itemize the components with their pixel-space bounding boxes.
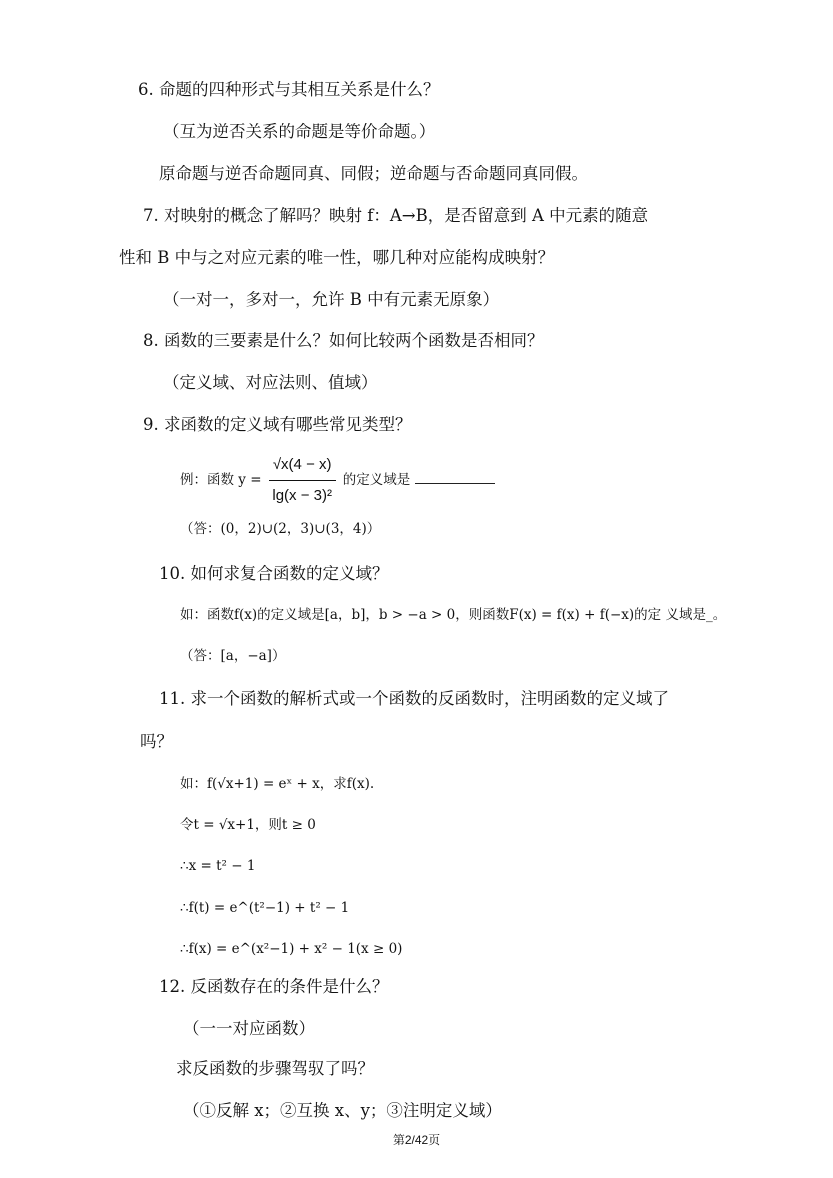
line-12-question: 求反函数的步骤驾驭了吗？ [176, 1059, 374, 1078]
line-12-answer: （①反解 x；②互换 x、y；③注明定义域） [183, 1101, 502, 1120]
example-9-answer: （答：(0，2)∪(2，3)∪(3，4)） [180, 521, 381, 537]
line-8-note: （定义域、对应法则、值域） [163, 373, 378, 392]
example-10-question: 如：函数f(x)的定义域是[a，b]，b > −a > 0，则函数F(x) = f(x) + f(−x)的定 义域是_。 [180, 607, 727, 623]
line-6-note: （互为逆否关系的命题是等价命题。） [163, 122, 436, 141]
answer-blank [415, 469, 495, 484]
example-11-line-3: ∴x = t² − 1 [180, 858, 256, 874]
example-9 [180, 452, 495, 509]
line-12-note: （一一对应函数） [183, 1019, 315, 1038]
line-12: 12. 反函数存在的条件是什么？ [159, 977, 389, 996]
line-11-cont: 吗？ [140, 732, 173, 751]
example-10-answer: （答：[a，−a]） [180, 648, 286, 664]
line-7-note: （一对一，多对一，允许 B 中有元素无原象） [163, 290, 500, 309]
line-9: 9. 求函数的定义域有哪些常见类型？ [143, 415, 412, 434]
example-11-line-5: ∴f(x) = e^(x²−1) + x² − 1(x ≥ 0) [180, 941, 403, 957]
line-10: 10. 如何求复合函数的定义域？ [159, 564, 389, 583]
line-8: 8. 函数的三要素是什么？如何比较两个函数是否相同？ [143, 331, 544, 350]
example-9-denominator: lg(x − 3)² [272, 487, 332, 504]
page-footer: 第2/42页 [392, 1133, 441, 1147]
line-6-detail: 原命题与逆否命题同真、同假；逆命题与否命题同真同假。 [159, 164, 588, 183]
example-11-line-4: ∴f(t) = e^(t²−1) + t² − 1 [180, 900, 350, 916]
example-9-fraction [269, 452, 336, 509]
example-11-line-2: 令t = √x+1，则t ≥ 0 [180, 817, 316, 833]
example-11-line-1: 如：f(√x+1) = eˣ + x，求f(x). [180, 776, 375, 792]
line-6: 6. 命题的四种形式与其相互关系是什么？ [138, 80, 440, 99]
line-11: 11. 求一个函数的解析式或一个函数的反函数时，注明函数的定义域了 [159, 689, 669, 708]
line-7: 7. 对映射的概念了解吗？映射 f：A→B，是否留意到 A 中元素的随意 [143, 206, 649, 225]
line-7-cont: 性和 B 中与之对应元素的唯一性，哪几种对应能构成映射？ [119, 248, 555, 267]
example-9-suffix: 的定义域是 [342, 472, 411, 488]
example-9-prefix: 例：函数 y = [180, 472, 262, 488]
example-9-numerator: √x(4 − x) [269, 452, 336, 481]
